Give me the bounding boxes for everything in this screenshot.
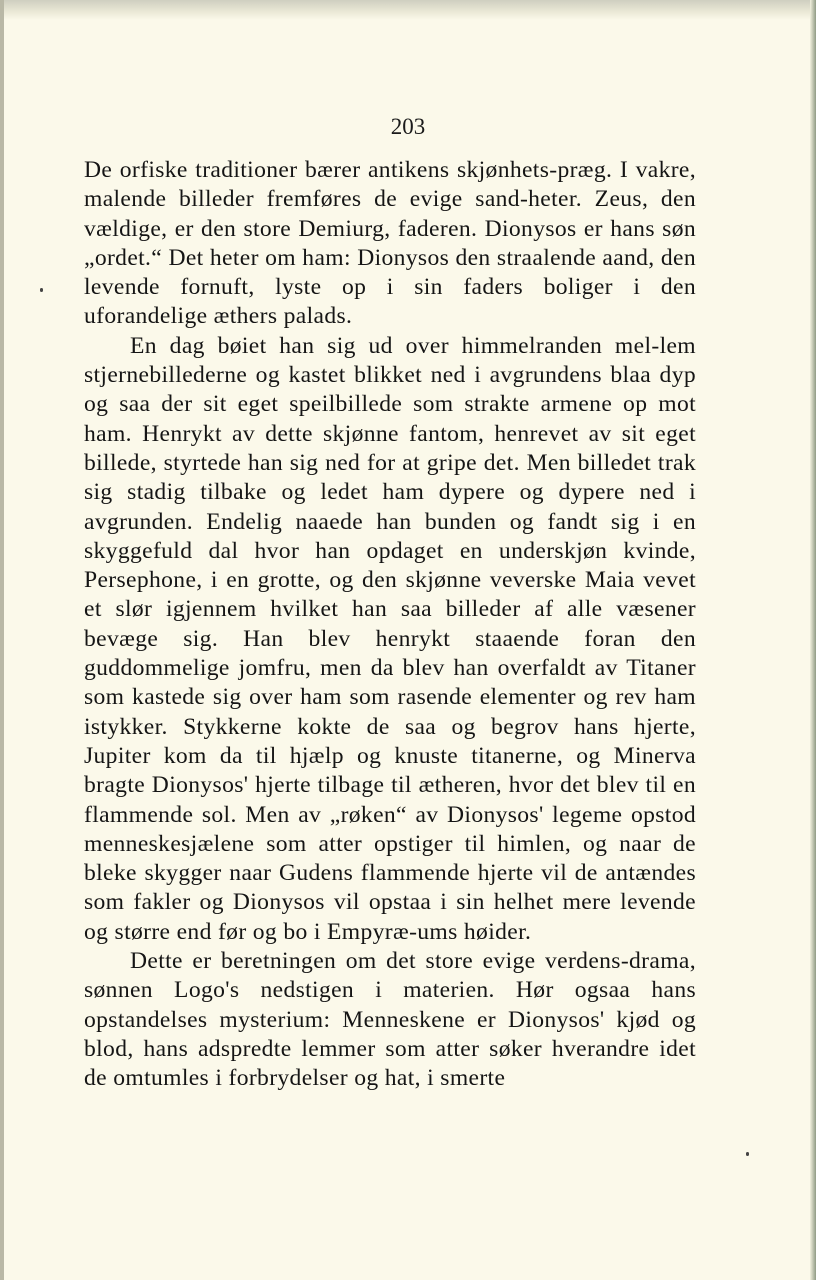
paragraph-2: En dag bøiet han sig ud over himmelranden mel-lem stjernebillederne og kastet blikket ned i avgrundens blaa dyp og saa der sit eget speilbillede som strakte armene op mot ham. Henrykt av dette skjønne fantom, henrevet av sit eget billede, styrtede han sig ned for at gripe det. Men billedet trak sig stadig tilbake og ledet ham dypere og dypere ned i avgrunden. Endelig naaede han bunden og fandt sig i en skyggefuld dal hvor han opdaget en underskjøn kvinde, Persephone, i en grotte, og den skjønne veverske Maia vevet et slør igjennem hvilket han saa billeder af alle væsener bevæge sig. Han blev henrykt staaende foran den guddommelige jomfru, men da blev han overfaldt av Titaner som kastede sig over ham som rasende elementer og rev ham istykker. Stykkerne kokte de saa og begrov hans hjerte, Jupiter kom da til hjælp og knuste titanerne, og Minerva bragte Dionysos' hjerte tilbage til ætheren, hvor det blev til en flammende sol. Men av „røken“ av Dionysos' legeme opstod menneskesjælene som atter opstiger til himlen, og naar de bleke skygger naar Gudens flammende hjerte vil de antændes som fakler og Dionysos vil opstaa i sin helhet mere levende og større end før og bo i Empyræ-ums høider. bbox=[84, 332, 696, 945]
page-top-shadow bbox=[0, 0, 816, 20]
page-right-edge bbox=[810, 0, 816, 1280]
ink-speck bbox=[746, 1152, 749, 1156]
page-number: 203 bbox=[390, 114, 426, 139]
page-left-edge bbox=[0, 0, 4, 1280]
body-text bbox=[84, 156, 696, 1094]
paragraph-3: Dette er beretningen om det store evige verdens-drama, sønnen Logo's nedstigen i materien. Hør ogsaa hans opstandelses mysterium: Menneskene er Dionysos' kjød og blod, hans adspredte lemmer som atter søker hverandre idet de omtumles i forbrydelser og hat, i smerte bbox=[84, 948, 696, 1092]
ink-speck bbox=[40, 288, 43, 292]
paragraph-1: De orfiske traditioner bærer antikens skjønhets-præg. I vakre, malende billeder fremføres de evige sand-heter. Zeus, den vældige, er den store Demiurg, faderen. Dionysos er hans søn „ordet.“ Det heter om ham: Dionysos den straalende aand, den levende fornuft, lyste op i sin faders boliger i den uforandelige æthers palads. bbox=[84, 157, 696, 330]
